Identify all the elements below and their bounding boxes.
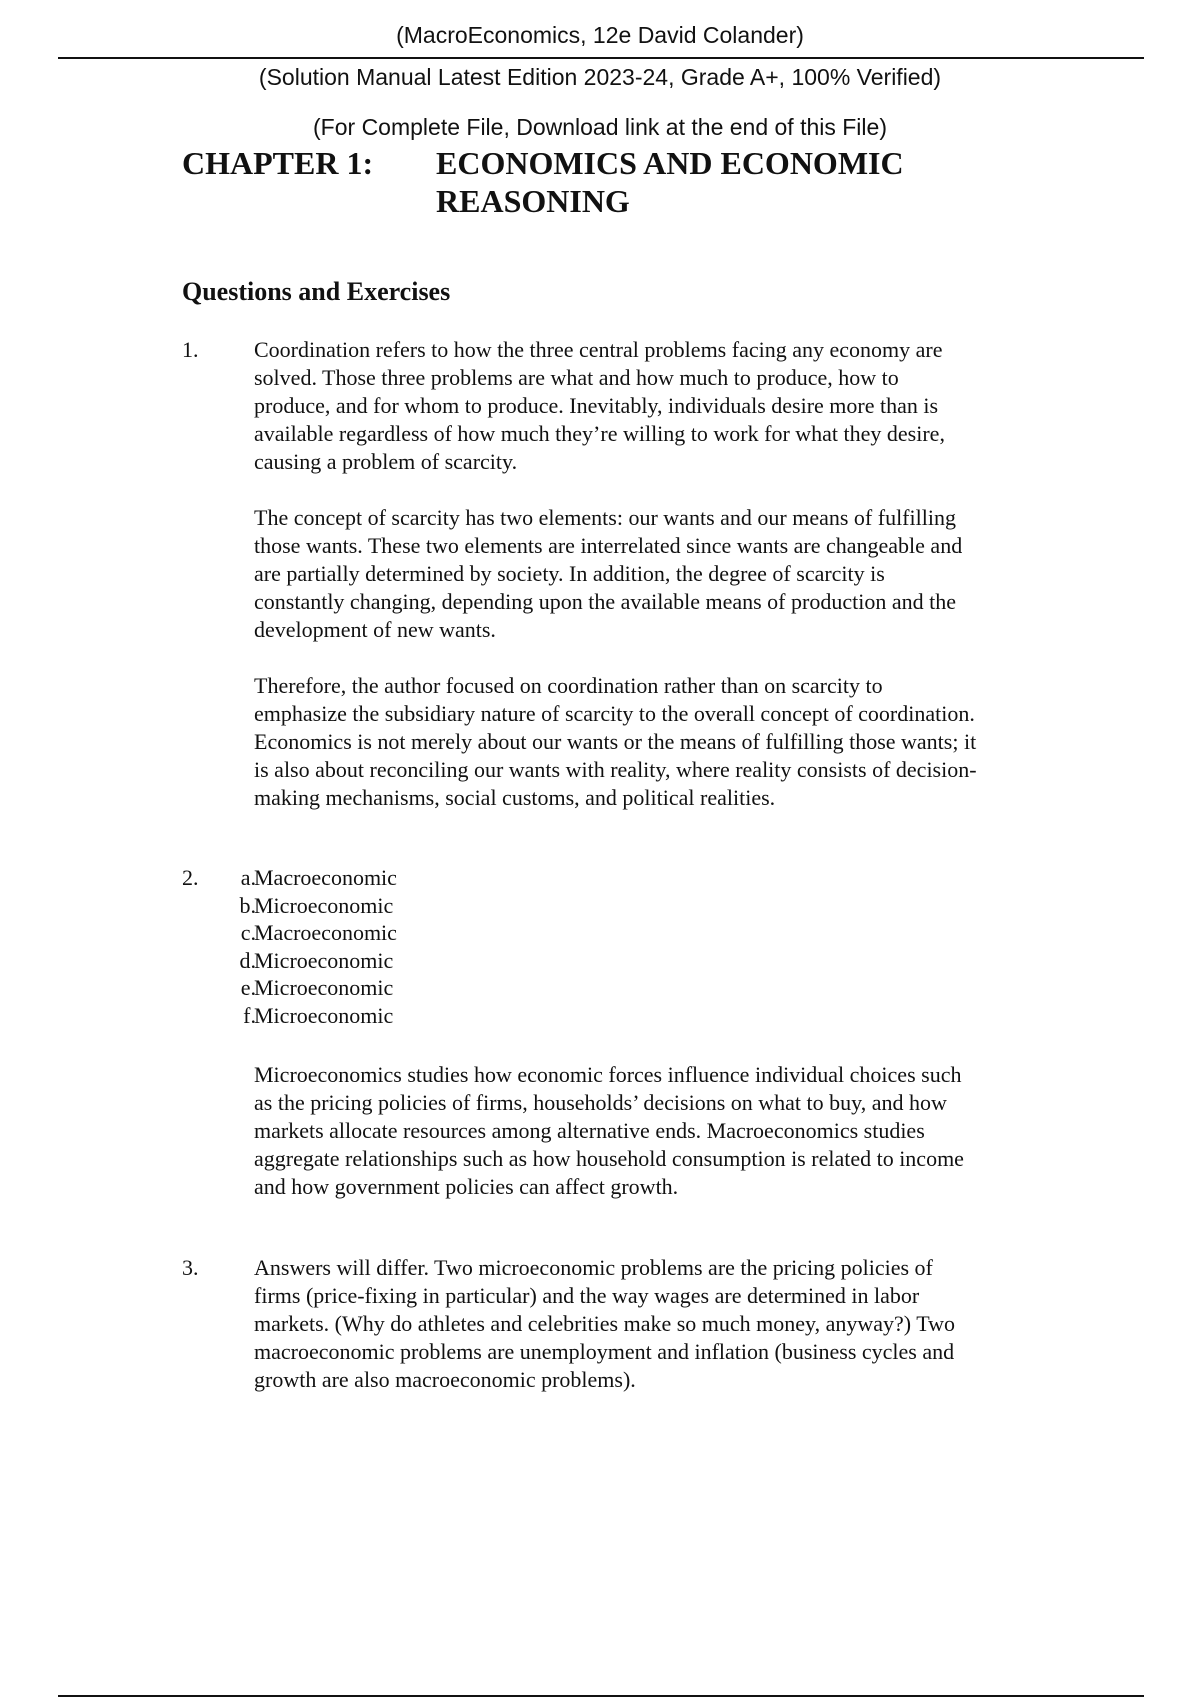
text-line: solved. Those three problems are what and how much to produce, how to — [254, 365, 899, 390]
item-letter: b. — [239, 892, 256, 918]
text-line: and how government policies can affect growth. — [254, 1174, 679, 1199]
text-line: Coordination refers to how the three central problems facing any economy are — [254, 337, 943, 362]
section-heading: Questions and Exercises — [182, 277, 451, 306]
text-line: Therefore, the author focused on coordination rather than on scarcity to — [254, 673, 883, 698]
chapter-label: CHAPTER 1: — [182, 145, 374, 181]
text-line: causing a problem of scarcity. — [254, 449, 518, 474]
chapter-title-line: REASONING — [436, 183, 630, 219]
text-line: emphasize the subsidiary nature of scarcity to the overall concept of coordination. — [254, 701, 975, 726]
text-line: Answers will differ. Two microeconomic problems are the pricing policies of — [254, 1255, 933, 1280]
text-line: Economics is not merely about our wants or the means of fulfilling those wants; it — [254, 729, 977, 754]
text-line: making mechanisms, social customs, and political realities. — [254, 785, 776, 810]
text-line: aggregate relationships such as how household consumption is related to income — [254, 1146, 964, 1171]
text-line: macroeconomic problems are unemployment and inflation (business cycles and — [254, 1339, 955, 1364]
text-line: available regardless of how much they’re willing to work for what they desire, — [254, 421, 945, 446]
text-line: growth are also macroeconomic problems). — [254, 1367, 636, 1392]
question-3-number: 3. — [182, 1255, 199, 1280]
document-subtitle: (Solution Manual Latest Edition 2023-24, Grade A+, 100% Verified) — [258, 64, 942, 90]
list-item — [182, 1002, 682, 1030]
item-letter: d. — [239, 947, 256, 973]
text-line: is also about reconciling our wants with reality, where reality consists of decision- — [254, 757, 977, 782]
list-item — [182, 919, 682, 947]
question-3-answer — [254, 1254, 1054, 1394]
text-line: markets allocate resources among alternative ends. Macroeconomics studies — [254, 1118, 925, 1143]
text-line: those wants. These two elements are interrelated since wants are changeable and — [254, 533, 963, 558]
question-1-number: 1. — [182, 337, 199, 362]
list-item — [182, 892, 682, 920]
chapter-title — [436, 144, 956, 220]
list-item — [182, 974, 682, 1002]
question-2-number: 2. — [182, 865, 199, 890]
item-answer: Microeconomic — [254, 975, 394, 1001]
text-line: as the pricing policies of firms, households’ decisions on what to buy, and how — [254, 1090, 947, 1115]
item-answer: Microeconomic — [254, 1002, 394, 1028]
question-1-paragraph-2 — [254, 504, 1054, 644]
document-header-title: (MacroEconomics, 12e David Colander) — [396, 22, 804, 48]
footer-divider — [58, 1695, 1144, 1697]
text-line: constantly changing, depending upon the available means of production and the — [254, 589, 956, 614]
question-1-paragraph-1 — [254, 336, 1054, 476]
item-answer: Macroeconomic — [254, 865, 397, 890]
item-letter: a. — [240, 865, 256, 890]
question-2-answer-list — [182, 864, 682, 1030]
question-2-explanation — [254, 1061, 1054, 1201]
text-line: development of new wants. — [254, 617, 496, 642]
text-line: markets. (Why do athletes and celebrities make so much money, anyway?) Two — [254, 1311, 956, 1336]
item-letter: c. — [240, 920, 256, 946]
header-divider — [58, 57, 1144, 59]
question-1-paragraph-3 — [254, 672, 1054, 812]
text-line: Microeconomics studies how economic forces influence individual choices such — [254, 1062, 962, 1087]
list-item — [182, 864, 682, 892]
text-line: The concept of scarcity has two elements: our wants and our means of fulfilling — [254, 505, 956, 530]
download-note: (For Complete File, Download link at the end of this File) — [313, 114, 887, 140]
item-answer: Microeconomic — [254, 892, 394, 918]
list-item — [182, 947, 682, 975]
text-line: firms (price-fixing in particular) and the way wages are determined in labor — [254, 1283, 920, 1308]
text-line: produce, and for whom to produce. Inevitably, individuals desire more than is — [254, 393, 939, 418]
item-letter: f. — [243, 1002, 256, 1028]
item-answer: Microeconomic — [254, 947, 394, 973]
item-answer: Macroeconomic — [254, 920, 397, 946]
item-letter: e. — [240, 975, 256, 1001]
chapter-title-line: ECONOMICS AND ECONOMIC — [436, 145, 904, 181]
text-line: are partially determined by society. In addition, the degree of scarcity is — [254, 561, 885, 586]
